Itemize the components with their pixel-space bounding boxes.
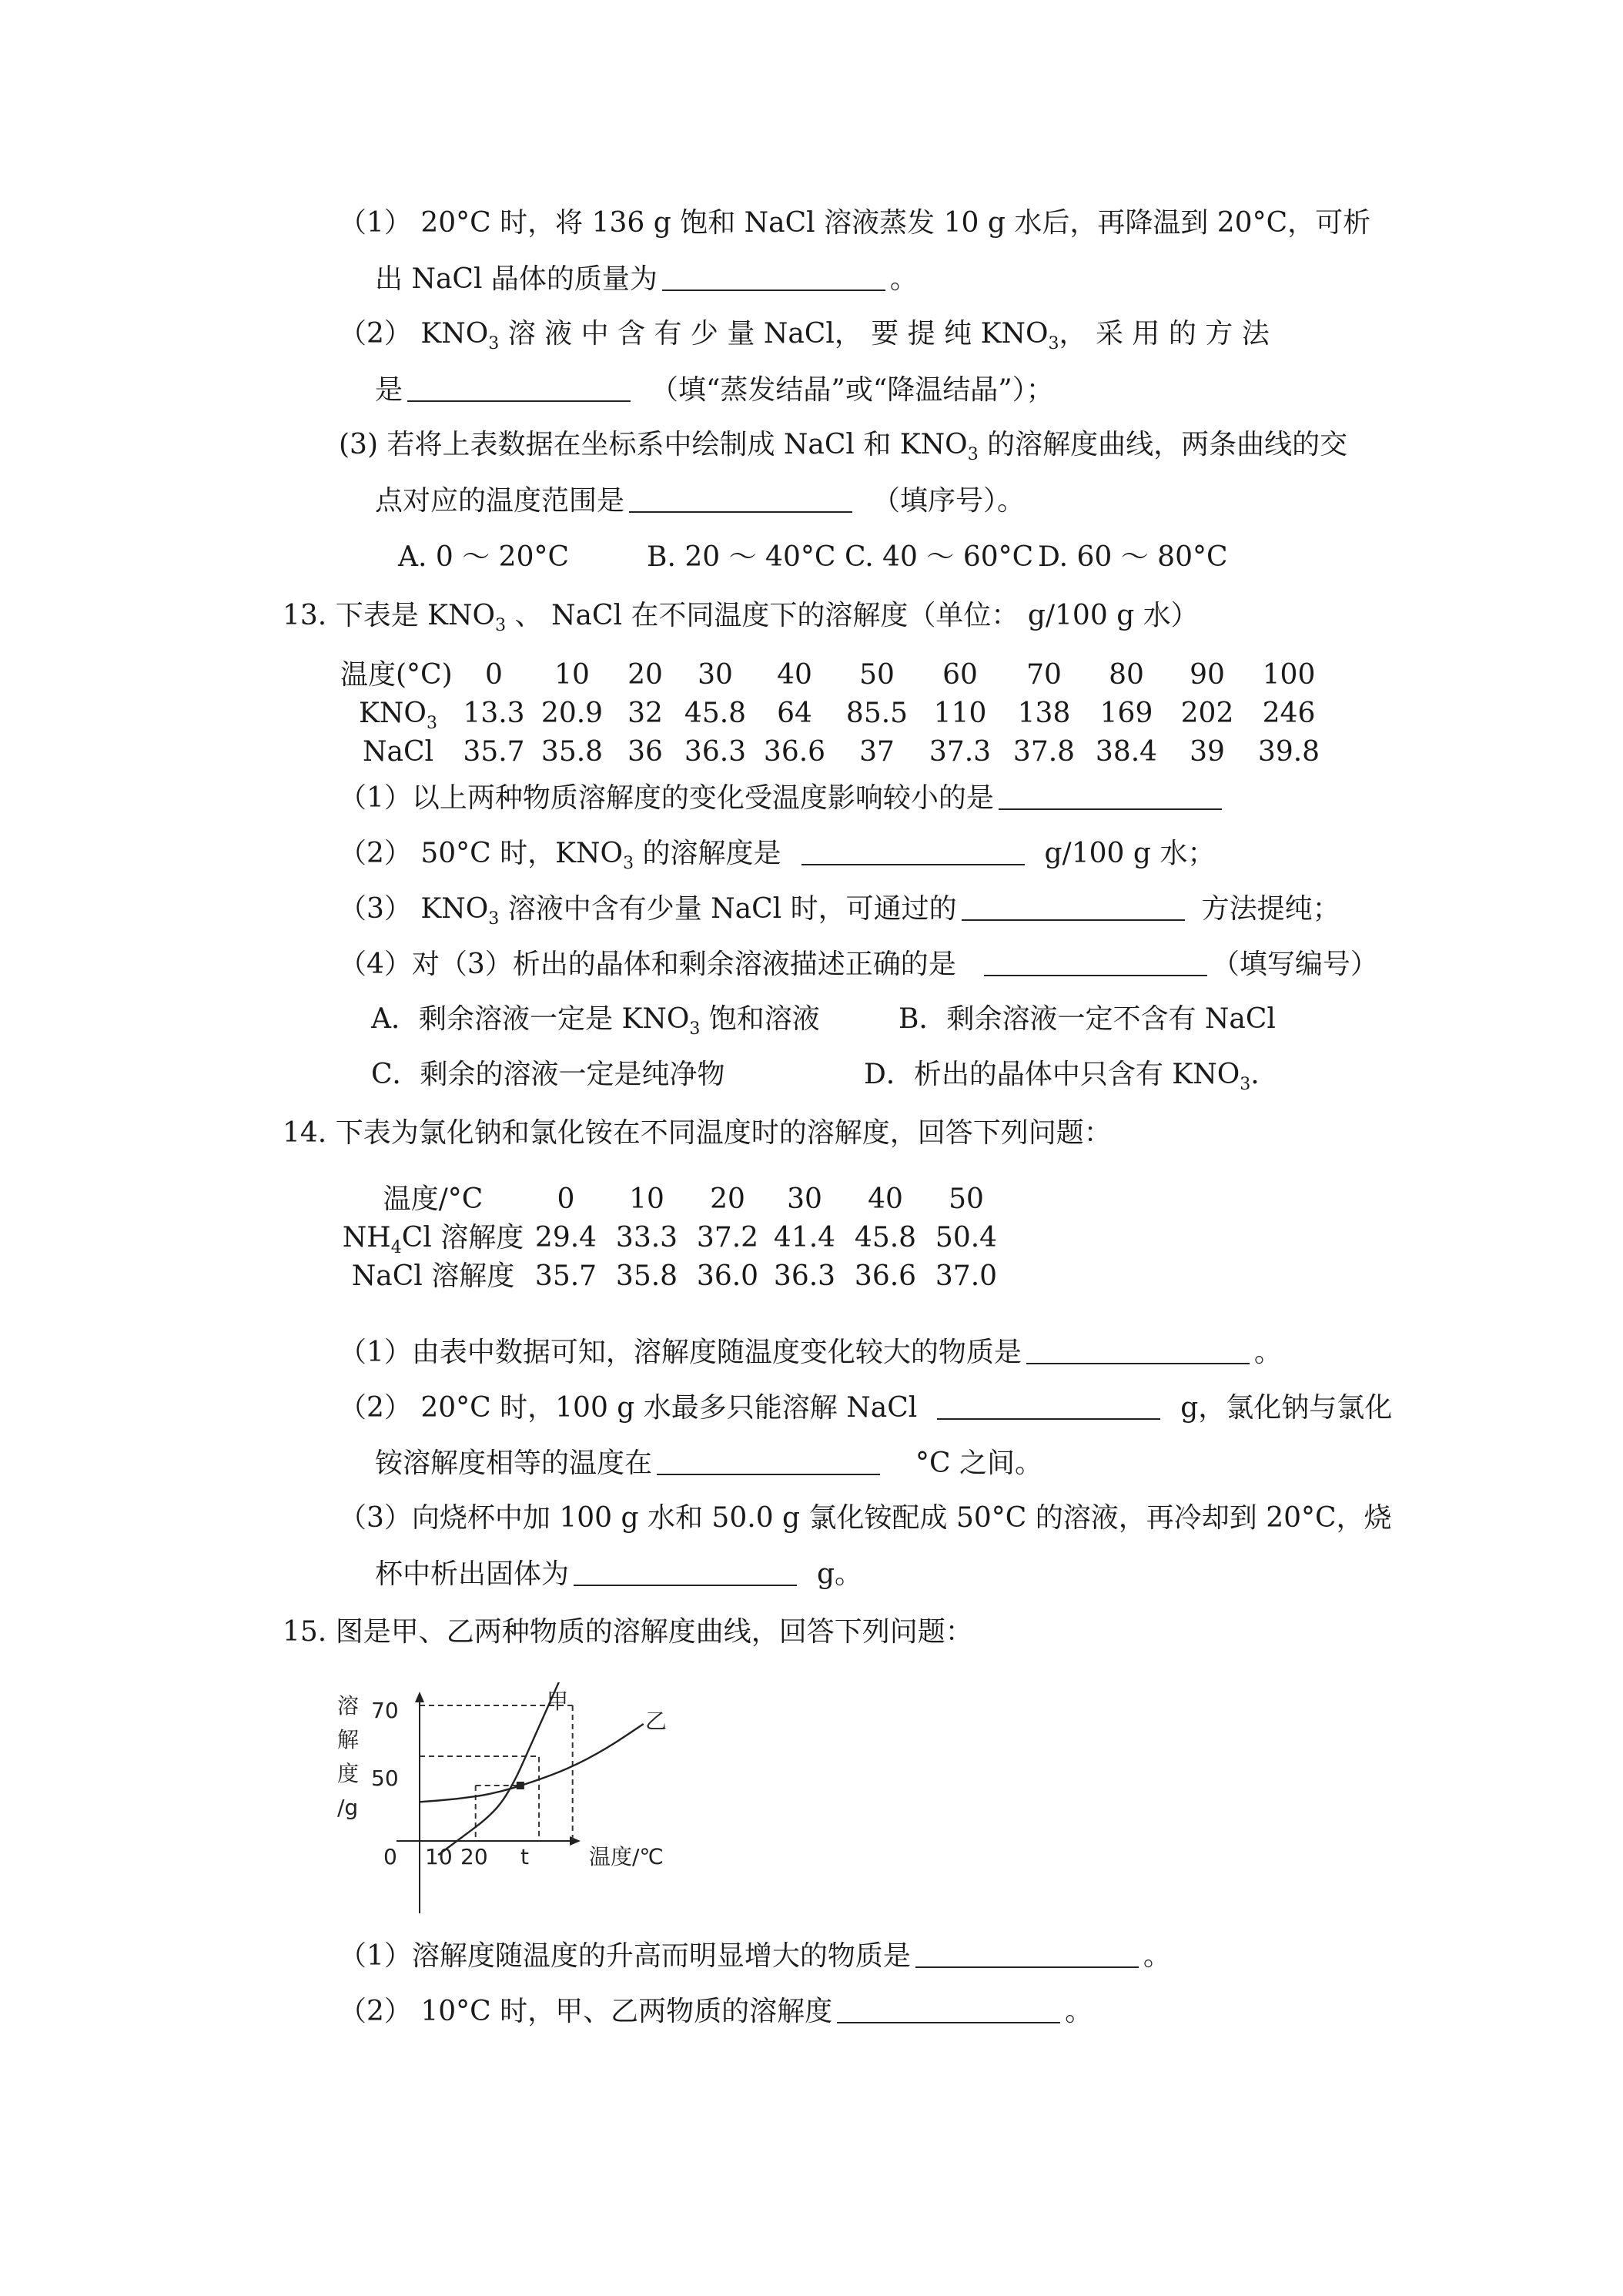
y-axis-label: /g [337,1795,359,1820]
y-axis-arrow [415,1692,424,1702]
answer-blank[interactable] [407,373,631,402]
answer-blank[interactable] [629,484,852,513]
q12-option-c: C. 40 ～ 60°C [845,541,1034,573]
series-label-jia: 甲 [547,1689,569,1714]
table-row: $NH_4Cl$ 溶解度 29.4 33.3 37.2 41.4 45.8 50.4 [339,1219,1005,1257]
answer-blank[interactable] [662,262,885,291]
q14-solubility-table [339,1180,1005,1296]
y-axis-label: 解 [337,1727,360,1752]
x-axis-arrow [570,1836,581,1846]
x-axis-label: 温度/℃ [589,1844,664,1869]
q14-part2-line1: （2） 20°C 时，100 g 水最多只能溶解 NaCl g，氯化钠与氯化 [339,1392,1393,1424]
row-label: NaCl [362,736,434,768]
y-tick-label: 50 [371,1766,399,1791]
table-row: NaCl 35.7 35.8 36 36.3 36.6 37 37.3 37.8 38.4 39 39.8 [340,733,1331,771]
q13-part4: （4）对（3）析出的晶体和剩余溶液描述正确的是 （填写编号） [339,949,1378,980]
q13-option-a: A．剩余溶液一定是 $KNO_3$ 饱和溶液 [371,1003,820,1039]
intersection-point [517,1782,524,1789]
answer-blank[interactable] [801,836,1025,865]
q15-part2: （2） 10°C 时，甲、乙两物质的溶解度 。 [339,1996,1093,2027]
row-label: $KNO_3$ [359,698,437,733]
table-row: $KNO_3$ 13.3 20.9 32 45.8 64 85.5 110 138 169 202 246 [340,694,1331,733]
q13-part1: （1）以上两种物质溶解度的变化受温度影响较小的是 [339,781,1226,815]
solubility-chart [323,1682,708,1921]
q14-part2-line2: 铵溶解度相等的温度在 °C 之间。 [375,1448,1043,1479]
q12-option-a: A. 0 ～ 20°C [398,541,570,573]
q12-part2-line1: （2） $KNO_3$ 溶 液 中 含 有 少 量 NaCl， 要 提 纯 $KNO_3$， 采 用 的 方 法 [339,318,1270,353]
y-tick-label: 0 [383,1844,397,1869]
q14-part1: （1）由表中数据可知，溶解度随温度变化较大的物质是 。 [339,1337,1282,1368]
q12-part3-line2: 点对应的温度范围是 （填序号）。 [375,485,1026,517]
table-row: 温度/°C 0 10 20 30 40 50 [339,1180,1005,1219]
series-label-yi: 乙 [645,1709,668,1734]
q13-solubility-table [340,656,1331,771]
q15-stem: 15. 图是甲、乙两种物质的溶解度曲线，回答下列问题： [283,1616,973,1648]
q15-part1: （1）溶解度随温度的升高而明显增大的物质是 。 [339,1940,1171,1972]
answer-blank[interactable] [574,1557,797,1586]
answer-blank[interactable] [984,947,1207,976]
answer-blank[interactable] [962,892,1185,921]
series-line-yi [420,1724,644,1802]
y-axis-label: 溶 [337,1693,360,1719]
q13-option-c: C．剩余的溶液一定是纯净物 [371,1059,725,1090]
x-tick-label: 20 [460,1844,488,1869]
q12-part2-line2: 是 （填“蒸发结晶”或“降温结晶”）； [375,374,1054,406]
solubility-curve-figure [323,1682,708,1921]
answer-blank[interactable] [915,1939,1139,1968]
q14-stem: 14. 下表为氯化钠和氯化铵在不同温度时的溶解度，回答下列问题： [283,1117,1112,1149]
header-cell: 温度(°C) [340,659,453,691]
q13-part2: （2） 50°C 时，$KNO_3$ 的溶解度是 g/100 g 水； [339,838,1216,873]
answer-blank[interactable] [937,1391,1160,1420]
q12-option-d: D. 60 ～ 80°C [1038,541,1228,573]
answer-blank[interactable] [837,1994,1060,2023]
q13-stem: 13. 下表是 $KNO_3$ 、 NaCl 在不同温度下的溶解度（单位： g/100 g 水） [283,600,1199,635]
row-label: NaCl 溶解度 [351,1260,515,1292]
x-tick-label: 10 [425,1844,453,1869]
q13-option-d: D．析出的晶体中只含有 $KNO_3$. [864,1059,1260,1094]
q12-part1-line1: （1） 20°C 时，将 136 g 饱和 NaCl 溶液蒸发 10 g 水后，再降温到 20°C，可析 [339,207,1371,239]
y-axis-label: 度 [337,1761,360,1786]
row-label: $NH_4Cl$ 溶解度 [342,1222,524,1257]
q12-part1-line2: 出 NaCl 晶体的质量为 。 [375,263,918,295]
q12-part3-line1: (3) 若将上表数据在坐标系中绘制成 NaCl 和 $KNO_3$ 的溶解度曲线，两条曲线的交 [339,429,1348,464]
x-tick-label: t [520,1844,529,1869]
table-row: NaCl 溶解度 35.7 35.8 36.0 36.3 36.6 37.0 [339,1257,1005,1296]
table-row: 温度(°C) 0 10 20 30 40 50 60 70 80 90 100 [340,656,1331,694]
answer-blank[interactable] [657,1446,880,1475]
q13-part3: （3） $KNO_3$ 溶液中含有少量 NaCl 时，可通过的 方法提纯； [339,893,1340,929]
q12-option-b: B. 20 ～ 40°C [647,541,836,573]
q14-part3-line1: （3）向烧杯中加 100 g 水和 50.0 g 氯化铵配成 50°C 的溶液，再冷却到 20°C，烧 [339,1502,1392,1534]
y-tick-label: 70 [371,1698,399,1723]
answer-blank[interactable] [1026,1335,1250,1364]
q13-option-b: B．剩余溶液一定不含有 NaCl [899,1003,1276,1035]
q14-part3-line2: 杯中析出固体为 g。 [375,1558,863,1590]
header-cell: 温度/°C [383,1183,484,1215]
answer-blank[interactable] [999,781,1222,810]
